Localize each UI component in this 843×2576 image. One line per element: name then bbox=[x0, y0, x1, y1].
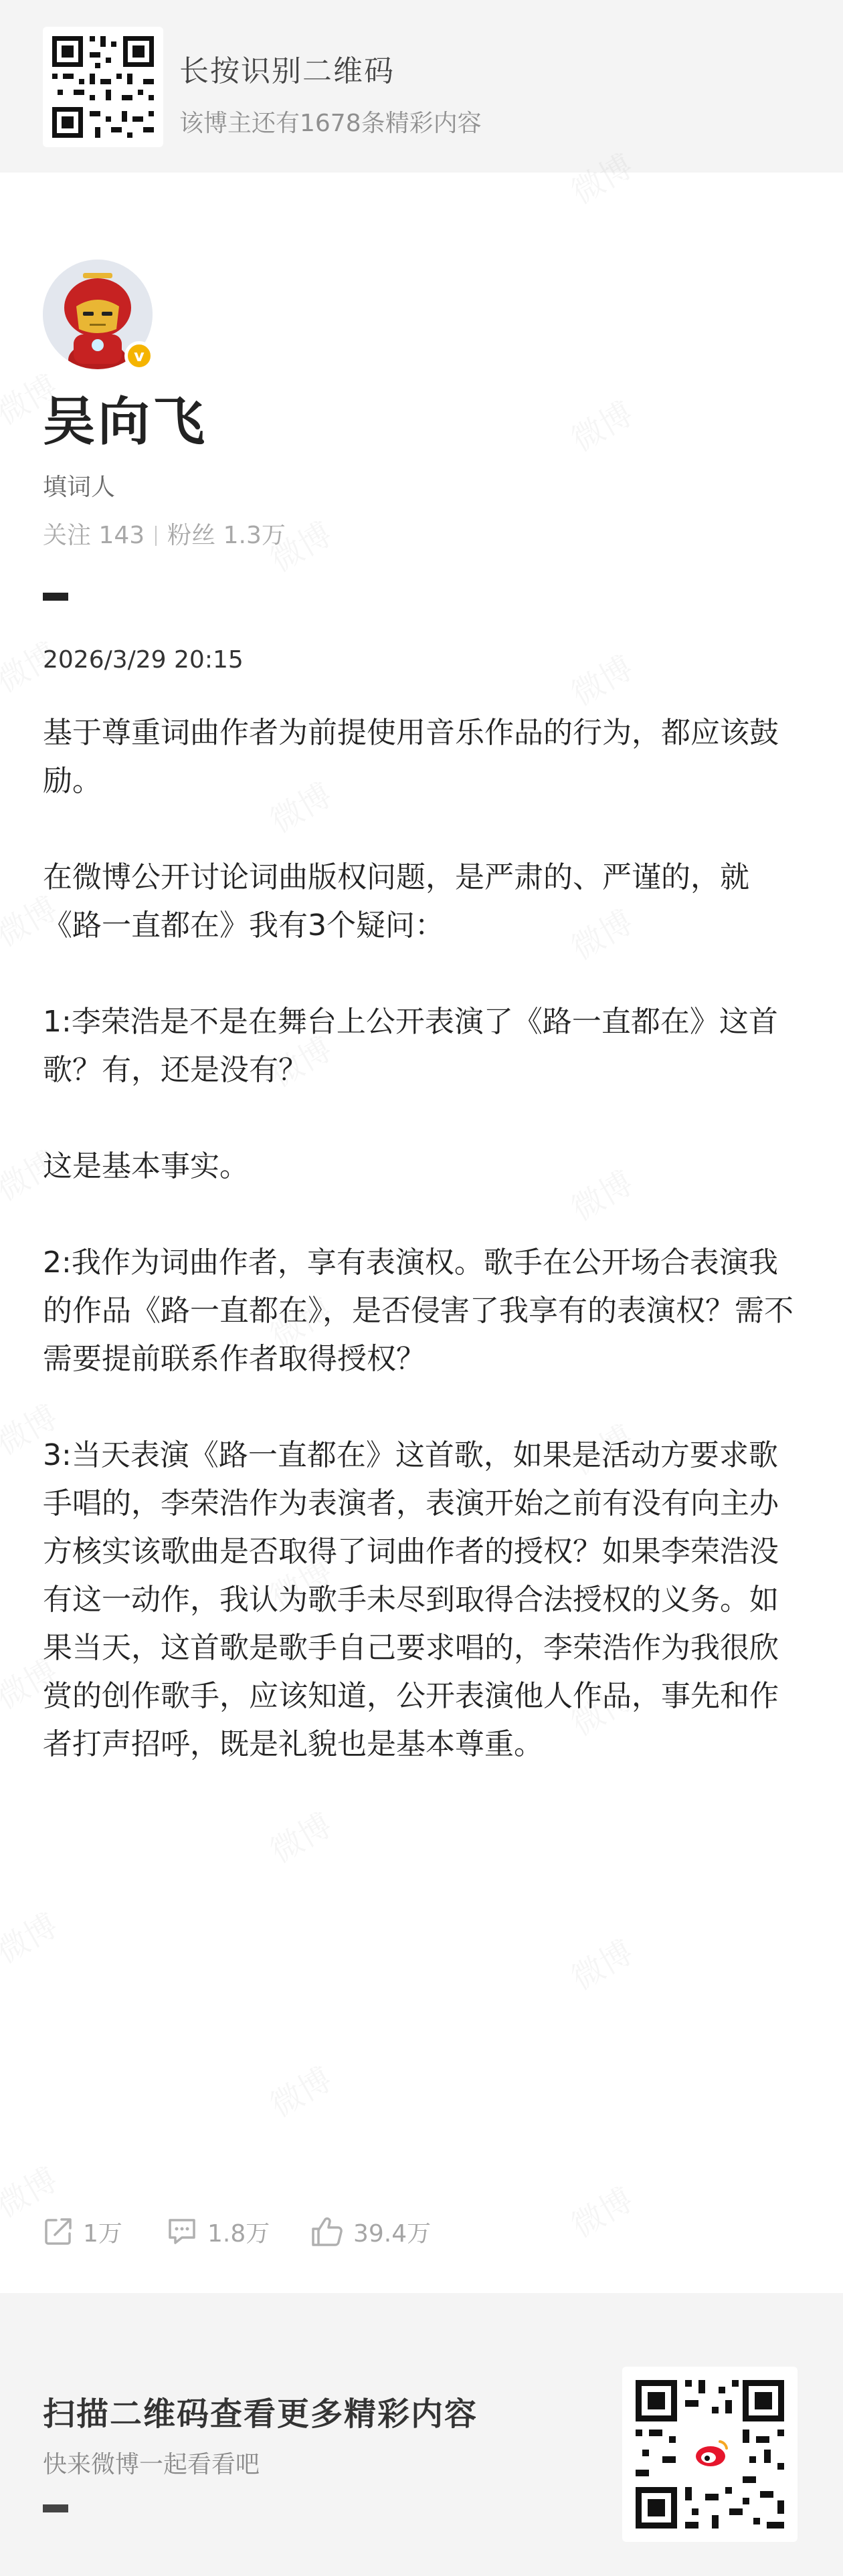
post-paragraph: 1:李荣浩是不是在舞台上公开表演了《路一直都在》这首歌？有，还是没有？ bbox=[43, 1005, 778, 1087]
like-count: 39.4万 bbox=[353, 2219, 432, 2248]
scan-prompt-title: 长按识别二维码 bbox=[179, 54, 395, 88]
footer-subtitle: 快来微博一起看看吧 bbox=[43, 2451, 260, 2478]
qr-code-icon bbox=[622, 2367, 798, 2542]
footer-divider bbox=[43, 2504, 68, 2512]
following-count[interactable]: 关注 143 bbox=[43, 522, 145, 549]
qr-code-icon bbox=[43, 27, 163, 147]
more-content-count: 该博主还有1678条精彩内容 bbox=[179, 110, 482, 137]
author-name[interactable]: 吴向飞 bbox=[43, 392, 208, 452]
watermark bbox=[561, 389, 640, 461]
post-paragraph: 2:我作为词曲作者，享有表演权。歌手在公开场合表演我的作品《路一直都在》，是否侵害了我享有的表演权？需不需要提前联系作者取得授权？ bbox=[43, 1246, 793, 1376]
section-divider bbox=[43, 593, 68, 601]
post-paragraph: 这是基本事实。 bbox=[43, 1149, 249, 1183]
post-datetime: 2026/3/29 20:15 bbox=[43, 646, 244, 674]
thumbs-up-icon bbox=[310, 2215, 344, 2248]
watermark bbox=[260, 1800, 339, 1872]
verified-badge: v bbox=[124, 341, 154, 371]
footer-qr-code[interactable] bbox=[622, 2367, 798, 2542]
repost-button[interactable] bbox=[43, 2211, 122, 2252]
comment-button[interactable] bbox=[166, 2211, 270, 2252]
post-paragraph: 基于尊重词曲作者为前提使用音乐作品的行为，都应该鼓励。 bbox=[43, 716, 779, 798]
share-icon bbox=[43, 2216, 74, 2247]
watermark bbox=[561, 1927, 640, 1999]
like-button[interactable] bbox=[310, 2211, 431, 2252]
post-paragraph: 在微博公开讨论词曲版权问题，是严肃的、严谨的，就《路一直都在》我有3个疑问： bbox=[43, 860, 749, 943]
watermark bbox=[260, 2054, 339, 2126]
repost-count: 1万 bbox=[83, 2219, 122, 2248]
comment-icon bbox=[166, 2216, 198, 2247]
comment-count: 1.8万 bbox=[207, 2219, 270, 2248]
top-qr-code[interactable] bbox=[43, 27, 163, 147]
footer-title: 扫描二维码查看更多精彩内容 bbox=[43, 2395, 478, 2433]
watermark bbox=[0, 1900, 65, 1973]
watermark bbox=[561, 2175, 640, 2247]
watermark bbox=[561, 643, 640, 715]
post-paragraph: 3:当天表演《路一直都在》这首歌，如果是活动方要求歌手唱的，李荣浩作为表演者，表演开始之前有没有向主办方核实该歌曲是否取得了词曲作者的授权？如果李荣浩没有这一动作，我认为歌手未尽到取得合法授权的义务。如果当天，这首歌是歌手自己要求唱的，李荣浩作为我很欣赏的创作歌手，应该知道，公开表演他人作品，事先和作者打声招呼，既是礼貌也是基本尊重。 bbox=[43, 1438, 779, 1761]
stats-divider bbox=[155, 526, 157, 546]
author-description: 填词人 bbox=[43, 474, 116, 501]
followers-count[interactable]: 粉丝 1.3万 bbox=[167, 522, 286, 549]
post-content bbox=[43, 709, 800, 1769]
author-stats bbox=[43, 516, 286, 551]
